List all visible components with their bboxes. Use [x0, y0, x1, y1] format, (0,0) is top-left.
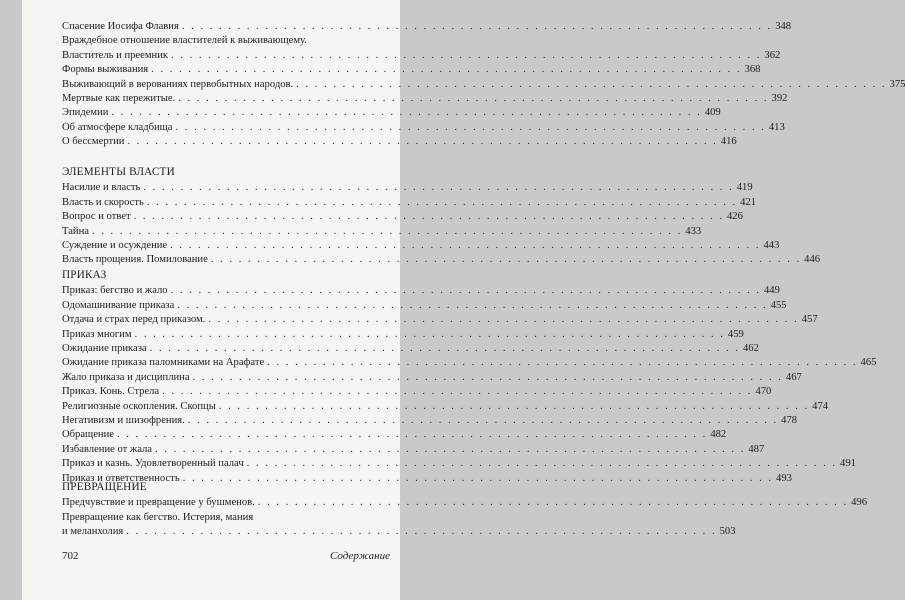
- toc-entry-page: 474: [812, 400, 829, 412]
- toc-entry-title: Негативизм и шизофрения.: [62, 415, 185, 427]
- toc-entry-title: Насилие и власть: [62, 182, 141, 194]
- toc-entry-page: 496: [851, 497, 868, 509]
- leader-dots: [111, 106, 701, 120]
- leader-dots: [178, 92, 768, 106]
- toc-entry-page: 487: [748, 443, 765, 455]
- toc-block-survivor: [62, 20, 905, 150]
- toc-entry-page: 462: [743, 343, 759, 355]
- toc-entry: [62, 196, 757, 210]
- toc-entry: [62, 181, 753, 195]
- toc-entry-page: 416: [720, 136, 737, 148]
- toc-entry-page: 467: [785, 371, 802, 383]
- toc-entry: [62, 121, 785, 135]
- leader-dots: [177, 299, 767, 313]
- toc-entry-page: 413: [768, 121, 785, 133]
- leader-dots: [170, 239, 760, 253]
- leader-dots: [193, 371, 783, 385]
- toc-entry: [62, 225, 702, 239]
- toc-entry: [62, 284, 780, 298]
- section-heading: ЭЛЕМЕНТЫ ВЛАСТИ: [62, 166, 175, 178]
- toc-entry-title: и меланхолия: [62, 526, 124, 538]
- toc-entry-title: Приказ: бегство и жало: [62, 285, 168, 297]
- toc-entry-title: Вопрос и ответ: [62, 211, 131, 223]
- leader-dots: [171, 49, 761, 63]
- toc-entry-title: Власть и скорость: [62, 196, 144, 208]
- toc-entry-page: 433: [685, 225, 702, 237]
- toc-entry: [62, 400, 829, 414]
- toc-entry: [62, 34, 390, 48]
- toc-entry-title: Отдача и страх перед приказом.: [62, 314, 206, 326]
- toc-entry-page: 459: [727, 328, 744, 340]
- toc-entry-title: Властитель и преемник: [62, 49, 169, 61]
- toc-entry: [62, 328, 744, 342]
- page-footer: [62, 550, 390, 562]
- toc-entry-page: 368: [744, 64, 761, 76]
- leader-dots: [171, 284, 761, 298]
- toc-entry: [62, 92, 788, 106]
- toc-entry-title: Мертвые как пережитые.: [62, 93, 176, 105]
- leader-dots: [134, 210, 724, 224]
- section-heading: ПРЕВРАЩЕНИЕ: [62, 481, 147, 493]
- toc-entry-page: 421: [740, 196, 757, 208]
- toc-entry-title: Обращение: [62, 429, 114, 441]
- toc-entry-page: 457: [801, 314, 818, 326]
- toc-entry: [62, 385, 772, 399]
- book-page: [22, 0, 905, 600]
- toc-entry-title: О бессмертии: [62, 136, 125, 148]
- section-heading: ПРИКАЗ: [62, 269, 107, 281]
- toc-entry: [62, 253, 821, 267]
- toc-entry-page: 375: [889, 78, 905, 90]
- toc-entry: [62, 342, 759, 356]
- page-number: 702: [62, 550, 79, 562]
- toc-entry: [62, 428, 727, 442]
- toc-entry-title: Формы выживания: [62, 64, 149, 76]
- toc-entry-title: Избавление от жала: [62, 443, 153, 455]
- toc-entry-title: Власть прощения. Помилование: [62, 254, 208, 266]
- toc-entry-title: Приказ многим: [62, 328, 132, 340]
- toc-entry-page: 470: [755, 386, 772, 398]
- leader-dots: [219, 400, 809, 414]
- toc-entry-title: Жало приказа и дисциплина: [62, 371, 190, 383]
- leader-dots: [143, 181, 733, 195]
- toc-entry-title: Приказ и казнь. Удовлетворенный палач: [62, 458, 244, 470]
- toc-entry: [62, 511, 390, 525]
- toc-entry-page: 362: [764, 49, 781, 61]
- leader-dots: [208, 313, 798, 327]
- toc-entry-page: 478: [781, 415, 798, 427]
- leader-dots: [211, 253, 801, 267]
- toc-entry: [62, 135, 737, 149]
- toc-entry-title: Враждебное отношение властителей к выживающему.: [62, 35, 307, 47]
- toc-entry: [62, 106, 721, 120]
- toc-entry-page: 443: [763, 240, 780, 252]
- toc-entry-title: Суждение и осуждение: [62, 240, 168, 252]
- toc-entry: [62, 63, 761, 77]
- toc-entry: [62, 210, 743, 224]
- toc-entry: [62, 496, 868, 510]
- toc-entry: [62, 443, 765, 457]
- toc-entry-title: Приказ. Конь. Стрела: [62, 386, 160, 398]
- toc-entry-page: 419: [736, 182, 753, 194]
- toc-entry: [62, 313, 818, 327]
- leader-dots: [150, 342, 740, 356]
- toc-entry-page: 465: [860, 357, 877, 369]
- toc-section-command: [62, 268, 877, 486]
- toc-section-elements-of-power: [62, 165, 821, 268]
- toc-entry-page: 446: [804, 254, 821, 266]
- toc-entry-title: Спасение Иосифа Флавия: [62, 21, 179, 32]
- toc-entry: [62, 20, 792, 34]
- toc-entry-title: Одомашнивание приказа: [62, 299, 175, 311]
- leader-dots: [127, 135, 717, 149]
- toc-entry-title: Превращение как бегство. Истерия, мания: [62, 511, 254, 523]
- running-title: Содержание: [329, 550, 390, 562]
- toc-entry-title: Религиозные оскопления. Скопцы: [62, 400, 216, 412]
- toc-entry-page: 426: [726, 211, 743, 223]
- toc-entry-page: 392: [771, 93, 788, 105]
- toc-entry-title: Выживающий в верованиях первобытных народов.: [62, 78, 294, 90]
- leader-dots: [151, 63, 741, 77]
- toc-entry-title: Эпидемии: [62, 107, 109, 119]
- leader-dots: [247, 457, 837, 471]
- toc-entry: [62, 356, 877, 370]
- leader-dots: [258, 496, 848, 510]
- leader-dots: [117, 428, 707, 442]
- leader-dots: [162, 385, 752, 399]
- toc-entry-page: 482: [710, 429, 727, 441]
- toc-entry-page: 449: [763, 285, 780, 297]
- toc-entry: [62, 239, 780, 253]
- leader-dots: [155, 443, 745, 457]
- toc-entry-page: 493: [776, 472, 792, 484]
- toc-entry: [62, 78, 905, 92]
- toc-entry-page: 348: [775, 21, 792, 32]
- toc-entry-page: 409: [704, 107, 721, 119]
- toc-entry: [62, 299, 787, 313]
- toc-entry-page: 455: [770, 299, 787, 311]
- toc-entry: [62, 457, 856, 471]
- toc-entry: [62, 49, 781, 63]
- toc-entry: [62, 371, 802, 385]
- leader-dots: [182, 20, 772, 34]
- leader-dots: [176, 121, 766, 135]
- toc-entry-title: Тайна: [62, 225, 89, 237]
- toc-entry: [62, 414, 798, 428]
- toc-entry-title: Об атмосфере кладбища: [62, 121, 173, 133]
- leader-dots: [126, 525, 716, 539]
- leader-dots: [135, 328, 725, 342]
- toc-entry-page: 491: [840, 458, 856, 470]
- toc-section-transformation: [62, 480, 868, 540]
- leader-dots: [147, 196, 737, 210]
- leader-dots: [188, 414, 778, 428]
- leader-dots: [296, 78, 886, 92]
- leader-dots: [92, 225, 682, 239]
- toc-entry-page: 503: [719, 526, 736, 538]
- toc-entry: [62, 525, 736, 539]
- toc-entry-title: Ожидание приказа: [62, 343, 147, 355]
- toc-entry-title: Приказ и ответственность: [62, 472, 180, 484]
- toc-entry-title: Предчувствие и превращение у бушменов.: [62, 497, 255, 509]
- leader-dots: [267, 356, 857, 370]
- toc-entry-title: Ожидание приказа паломниками на Арафате: [62, 357, 265, 369]
